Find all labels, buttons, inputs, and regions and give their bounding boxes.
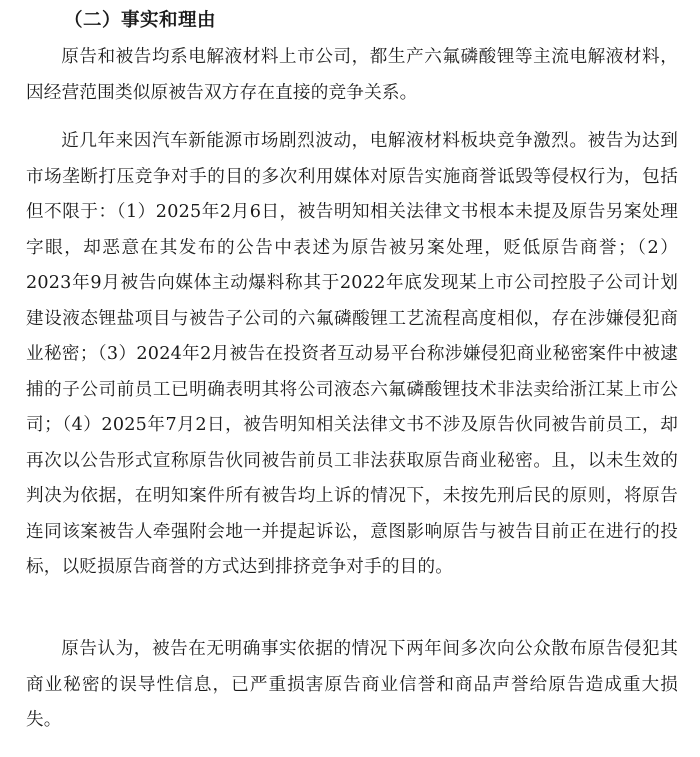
paragraph-competition: 原告和被告均系电解液材料上市公司，都生产六氟磷酸锂等主流电解液材料，因经营范围类似原被告双方存在直接的竞争关系。 [26, 47, 678, 103]
paragraph-infringement-facts: 近几年来因汽车新能源市场剧烈波动，电解液材料板块竞争激烈。被告为达到市场垄断打压竞争对手的目的多次利用媒体对原告实施商誉诋毁等侵权行为，包括但不限于：（1）2025年2月6日，被告明知相关法律文书根本未提及原告另案处理字眼，却恶意在其发布的公告中表述为原告被另案处理，贬低原告商誉；（2）2023年9月被告向媒体主动爆料称其于2022年底发现某上市公司控股子公司计划建设液态锂盐项目与被告子公司的六氟磷酸锂工艺流程高度相似，存在涉嫌侵犯商业秘密；（3）2024年2月被告在投资者互动易平台称涉嫌侵犯商业秘密案件中被逮捕的子公司前员工已明确表明其将公司液态六氟磷酸锂技术非法卖给浙江某上市公司；（4）2025年7月2日，被告明知相关法律文书不涉及原告伙同被告前员工，却再次以公告形式宣称原告伙同被告前员工非法获取原告商业秘密。且，以未生效的判决为依据，在明知案件所有被告均上诉的情况下，未按先刑后民的原则，将原告连同该案被告人牵强附会地一并提起诉讼，意图影响原告与被告目前正在进行的投标，以贬损原告商誉的方式达到排挤竞争对手的目的。 [26, 131, 678, 577]
section-heading: （二）事实和理由 [64, 10, 217, 31]
paragraph-plaintiff-claim: 原告认为，被告在无明确事实依据的情况下两年间多次向公众散布原告侵犯其商业秘密的误导性信息，已严重损害原告商业信誉和商品声誉给原告造成重大损失。 [26, 639, 678, 730]
